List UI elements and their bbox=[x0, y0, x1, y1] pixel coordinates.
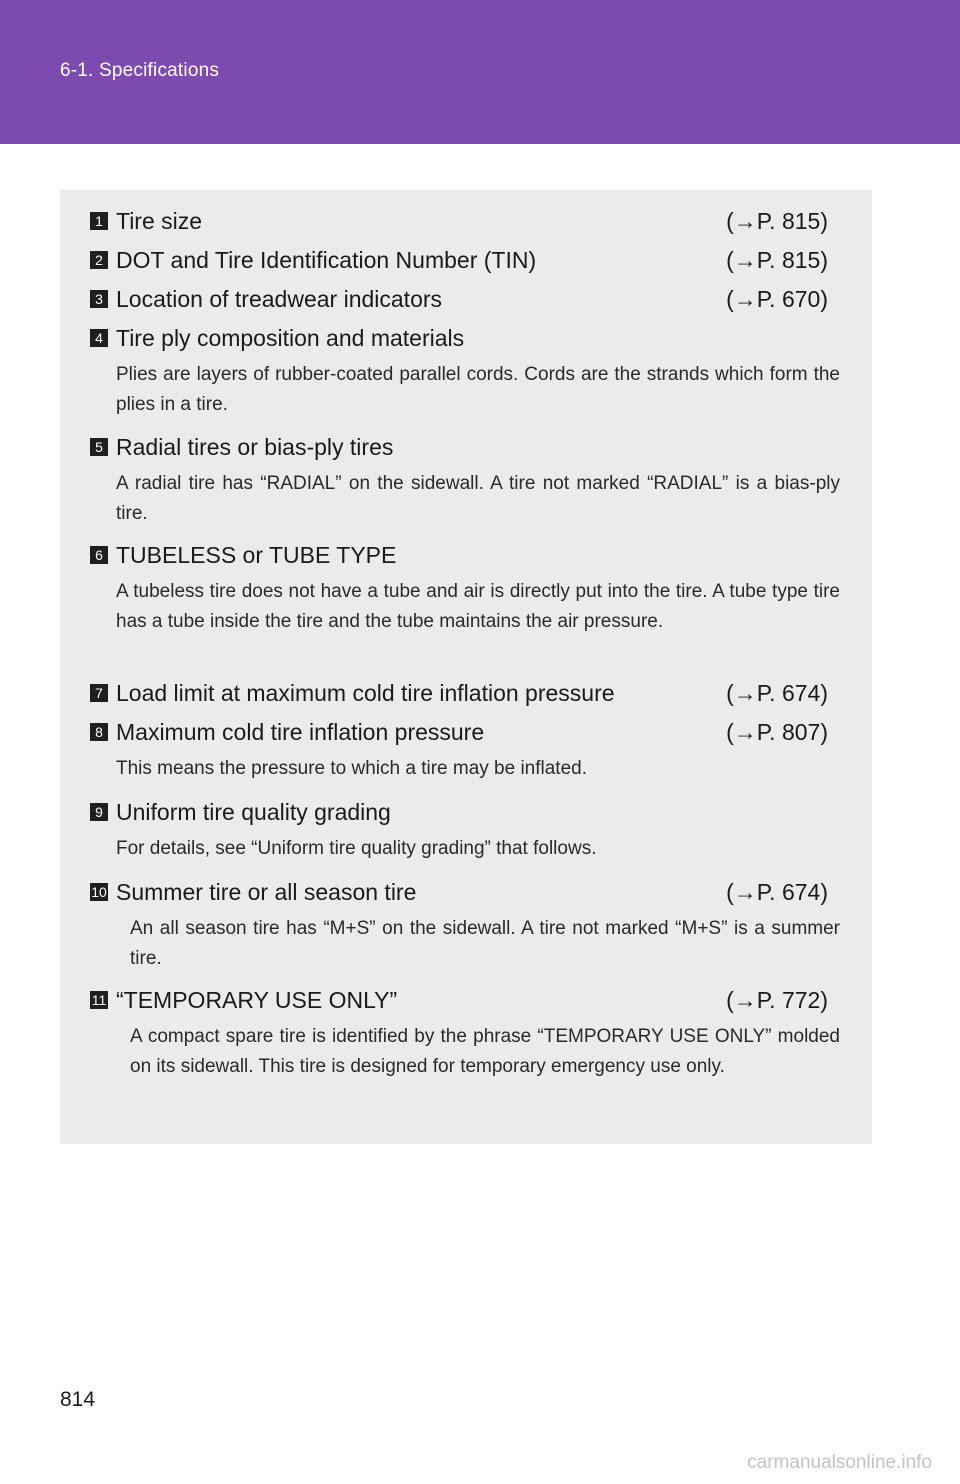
item-title: “TEMPORARY USE ONLY” bbox=[116, 987, 398, 1013]
item-title: Maximum cold tire inflation pressure bbox=[116, 719, 485, 745]
number-marker-icon: 7 bbox=[90, 684, 108, 702]
item-description: For details, see “Uniform tire quality grading” that follows. bbox=[116, 838, 597, 859]
page-number: 814 bbox=[60, 1388, 96, 1411]
page-reference-link[interactable]: (→P. 674) bbox=[726, 879, 828, 905]
item-description: Plies are layers of rubber-coated parallel cords. Cords are the strands which form the plies in a tire. bbox=[116, 364, 840, 415]
number-marker-icon: 8 bbox=[90, 723, 108, 741]
number-marker-icon: 1 bbox=[90, 212, 108, 230]
item-title: Load limit at maximum cold tire inflation pressure bbox=[116, 680, 615, 706]
item-description: A radial tire has “RADIAL” on the sidewall. A tire not marked “RADIAL” is a bias-ply tire. bbox=[116, 473, 840, 524]
item-title: Uniform tire quality grading bbox=[116, 799, 391, 825]
page-reference-link[interactable]: (→P. 815) bbox=[726, 247, 828, 273]
watermark: carmanualsonline.info bbox=[747, 1452, 932, 1473]
tire-label-legend-panel bbox=[60, 190, 872, 1144]
item-title: TUBELESS or TUBE TYPE bbox=[116, 542, 397, 568]
item-description: An all season tire has “M+S” on the sidewall. A tire not marked “M+S” is a summer tire. bbox=[130, 918, 840, 969]
number-marker-icon: 5 bbox=[90, 438, 108, 456]
item-title: Summer tire or all season tire bbox=[116, 879, 417, 905]
item-title: Tire ply composition and materials bbox=[116, 325, 465, 351]
number-marker-icon: 10 bbox=[91, 884, 107, 900]
number-marker-icon: 4 bbox=[90, 329, 108, 347]
number-marker-icon: 6 bbox=[90, 546, 108, 564]
section-title: 6-1. Specifications bbox=[60, 60, 220, 81]
item-title: DOT and Tire Identification Number (TIN) bbox=[116, 247, 537, 273]
item-title: Radial tires or bias-ply tires bbox=[116, 434, 394, 460]
page-reference-link[interactable]: (→P. 807) bbox=[726, 719, 828, 745]
item-description: This means the pressure to which a tire may be inflated. bbox=[116, 758, 588, 779]
number-marker-icon: 2 bbox=[90, 251, 108, 269]
page-reference-link[interactable]: (→P. 772) bbox=[726, 987, 828, 1013]
item-title: Tire size bbox=[116, 208, 203, 234]
item-title: Location of treadwear indicators bbox=[116, 286, 443, 312]
section-header bbox=[0, 0, 960, 144]
number-marker-icon: 3 bbox=[90, 290, 108, 308]
item-description: A compact spare tire is identified by the phrase “TEMPORARY USE ONLY” molded on its sidewall. This tire is designed for temporary emergency use only. bbox=[130, 1026, 840, 1077]
number-marker-icon: 11 bbox=[91, 992, 107, 1008]
page-reference-link[interactable]: (→P. 815) bbox=[726, 208, 828, 234]
page-reference-link[interactable]: (→P. 670) bbox=[726, 286, 828, 312]
number-marker-icon: 9 bbox=[90, 803, 108, 821]
item-description: A tubeless tire does not have a tube and air is directly put into the tire. A tube type tire has a tube inside the tire and the tube maintains the air pressure. bbox=[116, 581, 840, 632]
page-reference-link[interactable]: (→P. 674) bbox=[726, 680, 828, 706]
